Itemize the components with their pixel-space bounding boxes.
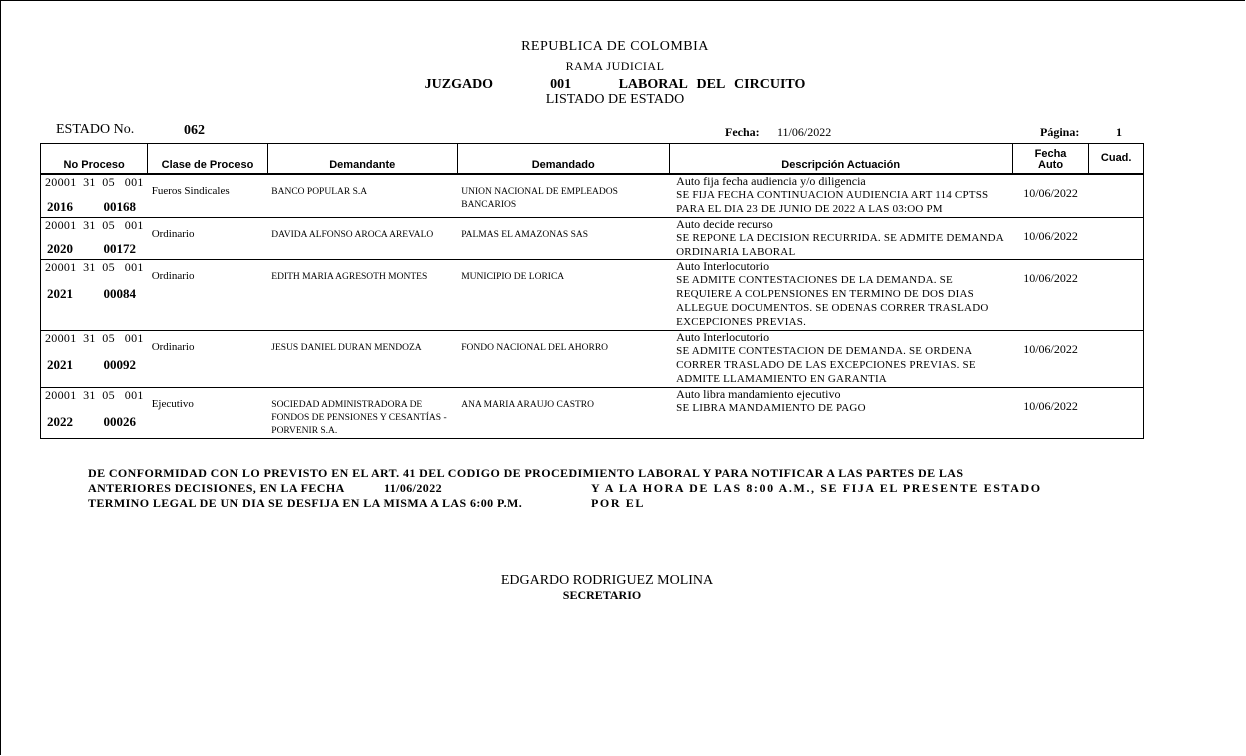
- fecha-auto: 10/06/2022: [1023, 398, 1078, 413]
- table-row: [41, 330, 1144, 387]
- actuacion-descripcion: SE ADMITE CONTESTACION DE DEMANDA. SE ORDENA CORRER TRASLADO DE LAS EXCEPCIONES PREVIAS. SE ADMITE LLAMAMIENTO EN GARANTIA: [676, 344, 976, 385]
- actuacion-tipo: Auto fija fecha audiencia y/o diligencia: [676, 174, 866, 188]
- proceso-numero: 2022 00026: [47, 413, 136, 429]
- actuacion-descripcion: SE REPONE LA DECISION RECURRIDA. SE ADMITE DEMANDA ORDINARIA LABORAL: [676, 231, 1004, 258]
- col-header-descripcion: Descripción Actuación: [669, 144, 1012, 175]
- demandado: UNION NACIONAL DE EMPLEADOS BANCARIOS: [461, 187, 618, 210]
- header-listado: LISTADO DE ESTADO: [545, 92, 685, 107]
- footer-line-1: DE CONFORMIDAD CON LO PREVISTO EN EL ART. 41 DEL CODIGO DE PROCEDIMIENTO LABORAL Y PARA NOTIFICAR A LAS PARTES DE LAS: [88, 466, 964, 480]
- footer-notice: [88, 466, 1068, 511]
- estado-table: [40, 143, 1144, 439]
- proceso-prefijo: 20001 31 05 001: [45, 259, 144, 274]
- table-row: [41, 174, 1144, 217]
- footer-line-3: TERMINO LEGAL DE UN DIA SE DESFIJA EN LA MISMA A LAS 6:00 P.M.: [88, 496, 523, 510]
- demandante: SOCIEDAD ADMINISTRADORA DE FONDOS DE PENSIONES Y CESANTÍAS - PORVENIR S.A.: [271, 399, 447, 436]
- fecha-auto: 10/06/2022: [1023, 270, 1078, 285]
- header-republica: REPUBLICA DE COLOMBIA: [521, 39, 709, 54]
- header-rama: RAMA JUDICIAL: [565, 59, 665, 73]
- clase-proceso: Ordinario: [151, 227, 195, 240]
- demandado: FONDO NACIONAL DEL AHORRO: [461, 342, 609, 353]
- footer-line-2-hora: Y A LA HORA DE LAS 8:00 A.M., SE FIJA EL PRESENTE ESTADO POR EL: [591, 481, 1042, 510]
- header-juzgado: JUZGADO 001 LABORAL DEL CIRCUITO: [424, 77, 806, 92]
- signature-name: EDGARDO RODRIGUEZ MOLINA: [500, 573, 714, 588]
- proceso-numero: 2016 00168: [47, 198, 136, 214]
- col-header-cuad: Cuad.: [1089, 144, 1144, 175]
- demandado: ANA MARIA ARAUJO CASTRO: [461, 399, 594, 410]
- demandante: JESUS DANIEL DURAN MENDOZA: [271, 342, 422, 353]
- actuacion-tipo: Auto decide recurso: [676, 216, 773, 231]
- col-header-clase: Clase de Proceso: [148, 144, 268, 175]
- fecha-auto: 10/06/2022: [1023, 186, 1078, 200]
- signature-role: SECRETARIO: [562, 588, 642, 602]
- fecha-auto: 10/06/2022: [1023, 341, 1078, 356]
- table-header-row: [41, 144, 1144, 175]
- actuacion-tipo: Auto libra mandamiento ejecutivo: [676, 386, 841, 401]
- proceso-prefijo: 20001 31 05 001: [45, 387, 144, 402]
- demandado: PALMAS EL AMAZONAS SAS: [461, 229, 589, 240]
- proceso-prefijo: 20001 31 05 001: [45, 217, 144, 232]
- footer-line-2-text: ANTERIORES DECISIONES, EN LA FECHA: [88, 481, 345, 495]
- table-row: [41, 217, 1144, 259]
- fecha-label: Fecha:: [725, 125, 760, 139]
- clase-proceso: Ordinario: [151, 340, 195, 353]
- clase-proceso: Ejecutivo: [151, 397, 194, 410]
- table-row: [41, 387, 1144, 438]
- pagina-label: Página:: [1040, 125, 1080, 139]
- estado-number: 062: [184, 123, 205, 138]
- fecha-value: 11/06/2022: [777, 125, 832, 139]
- estado-label: ESTADO No.: [56, 122, 135, 137]
- col-header-demandado: Demandado: [457, 144, 669, 175]
- col-header-no-proceso: No Proceso: [41, 144, 148, 175]
- proceso-prefijo: 20001 31 05 001: [45, 175, 144, 189]
- demandado: MUNICIPIO DE LORICA: [461, 271, 565, 282]
- actuacion-tipo: Auto Interlocutorio: [676, 329, 770, 344]
- proceso-numero: 2020 00172: [47, 240, 136, 256]
- proceso-numero: 2021 00092: [47, 356, 136, 372]
- actuacion-descripcion: SE ADMITE CONTESTACIONES DE LA DEMANDA. SE REQUIERE A COLPENSIONES EN TERMINO DE DOS DIAS ALLEGUE DOCUMENTOS. SE ODENAS CORRER TRASLADO EXCEPCIONES PREVIAS.: [676, 273, 989, 328]
- demandante: BANCO POPULAR S.A: [271, 187, 368, 197]
- proceso-numero: 2021 00084: [47, 285, 136, 301]
- demandante: EDITH MARIA AGRESOTH MONTES: [271, 271, 428, 282]
- clase-proceso: Ordinario: [151, 269, 195, 282]
- actuacion-descripcion: SE FIJA FECHA CONTINUACION AUDIENCIA ART 114 CPTSS PARA EL DIA 23 DE JUNIO DE 2022 A LAS 03:OO PM: [676, 189, 989, 215]
- fecha-auto: 10/06/2022: [1023, 228, 1078, 243]
- clase-proceso: Fueros Sindicales: [151, 185, 230, 197]
- col-header-fecha-auto: Fecha Auto: [1012, 144, 1089, 175]
- actuacion-descripcion: SE LIBRA MANDAMIENTO DE PAGO: [676, 401, 866, 414]
- footer-fecha: 11/06/2022: [384, 481, 443, 495]
- table-row: [41, 259, 1144, 330]
- proceso-prefijo: 20001 31 05 001: [45, 330, 144, 345]
- col-header-demandante: Demandante: [267, 144, 457, 175]
- pagina-value: 1: [1116, 125, 1122, 139]
- demandante: DAVIDA ALFONSO AROCA AREVALO: [271, 229, 434, 240]
- actuacion-tipo: Auto Interlocutorio: [676, 258, 770, 273]
